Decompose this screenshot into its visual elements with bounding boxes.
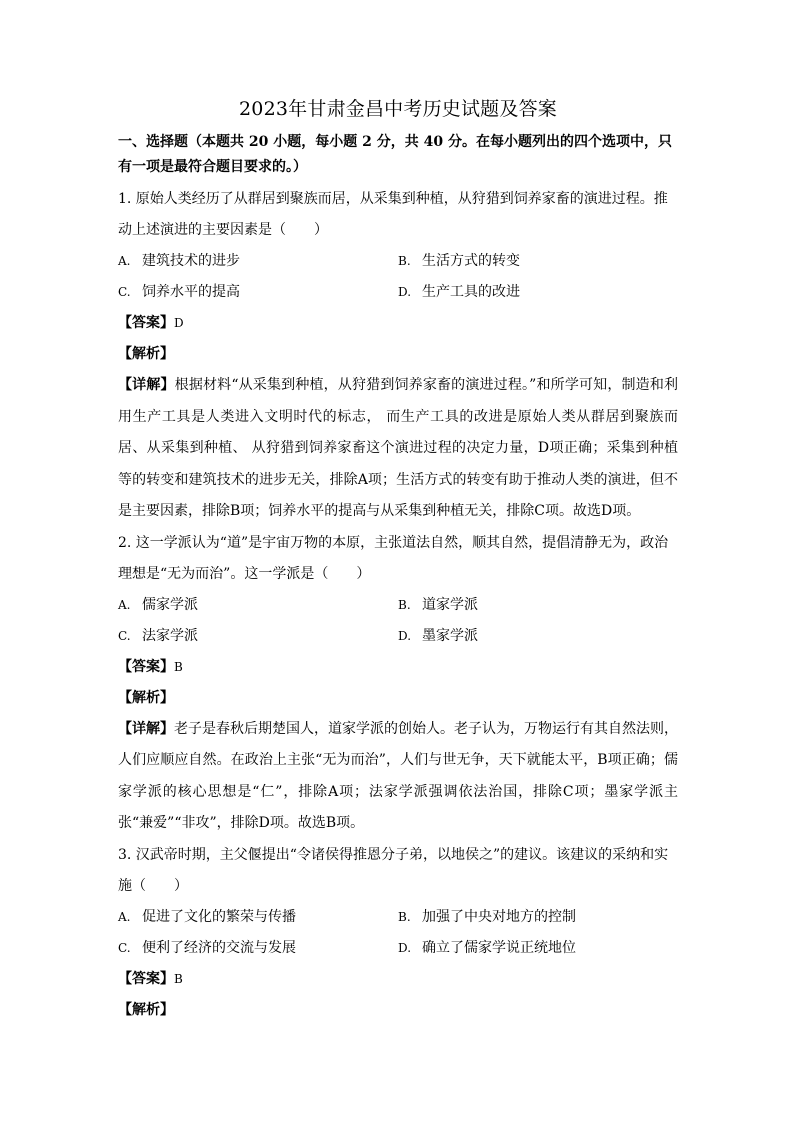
analysis-label: 【解析】	[118, 689, 174, 706]
option-text: 墨家学派	[422, 627, 478, 644]
option-b	[398, 246, 678, 277]
detail-label: 【详解】	[118, 377, 175, 393]
detail-text: 老子是春秋后期楚国人，道家学派的创始人。老子认为，万物运行有其自然法则，人们应顺应自然。在政治上主张“无为而治”，人们与世无争，天下就能太平，B项正确；儒家学派的核心思想是“仁”，排除A项；法家学派强调依法治国，排除C项；墨家学派主张“兼爱”“非攻”，排除D项。故选B项。	[118, 720, 678, 831]
option-letter: B.	[398, 909, 411, 924]
answer-line	[118, 652, 678, 683]
option-d	[398, 277, 678, 308]
option-text: 道家学派	[422, 596, 478, 613]
option-letter: D.	[398, 285, 412, 299]
analysis-label: 【解析】	[118, 1001, 174, 1018]
answer-label: 【答案】	[118, 970, 174, 987]
detail-label: 【详解】	[118, 720, 174, 737]
option-text: 加强了中央对地方的控制	[422, 908, 576, 925]
option-letter: C.	[118, 285, 131, 299]
option-text: 生产工具的改进	[422, 284, 520, 300]
option-letter: A.	[118, 909, 131, 924]
option-a	[118, 902, 398, 933]
option-row	[118, 621, 678, 652]
detail-paragraph	[118, 370, 678, 528]
option-letter: B.	[398, 597, 411, 612]
option-letter: D.	[398, 940, 412, 955]
answer-line	[118, 964, 678, 995]
question-3	[118, 840, 678, 1026]
option-c	[118, 277, 398, 308]
question-1	[118, 184, 678, 528]
analysis-line	[118, 995, 678, 1026]
option-letter: C.	[118, 628, 131, 643]
document-title: 2023年甘肃金昌中考历史试题及答案	[239, 98, 557, 120]
option-c	[118, 933, 398, 964]
answer-value: B	[174, 659, 183, 674]
option-c	[118, 621, 398, 652]
option-b	[398, 902, 678, 933]
option-letter: B.	[398, 254, 411, 268]
detail-paragraph	[118, 714, 678, 840]
option-letter: A.	[118, 254, 131, 268]
answer-label: 【答案】	[118, 658, 174, 675]
option-text: 建筑技术的进步	[142, 253, 240, 269]
answer-value: B	[174, 971, 183, 986]
analysis-line	[118, 339, 678, 370]
option-text: 生活方式的转变	[422, 253, 520, 269]
option-a	[118, 590, 398, 621]
option-d	[398, 933, 678, 964]
option-text: 便利了经济的交流与发展	[142, 939, 296, 956]
option-text: 法家学派	[142, 627, 198, 644]
analysis-line	[118, 683, 678, 714]
option-row	[118, 246, 678, 277]
option-text: 确立了儒家学说正统地位	[422, 939, 576, 956]
option-row	[118, 902, 678, 933]
option-letter: A.	[118, 597, 131, 612]
question-stem: 1. 原始人类经历了从群居到聚族而居，从采集到种植，从狩猎到饲养家畜的演进过程。推动上述演进的主要因素是（ ）	[118, 191, 668, 238]
option-text: 饲养水平的提高	[142, 284, 240, 300]
detail-text: 根据材料“从采集到种植，从狩猎到饲养家畜的演进过程。”和所学可知，制造和利用生产工具是人类进入文明时代的标志， 而生产工具的改进是原始人类从群居到聚族而居、从采集到种植、 从狩猎到饲养家畜这个演进过程的决定力量，D项正确；采集到种植等的转变和建筑技术的进步无关，排除A项；生活方式的转变有助于推动人类的演进，但不是主要因素，排除B项；饲养水平的提高与从采集到种植无关，排除C项。故选D项。	[118, 377, 679, 519]
answer-value: D	[174, 316, 184, 330]
answer-line	[118, 308, 678, 339]
option-row	[118, 590, 678, 621]
document-page	[118, 96, 678, 1026]
option-a	[118, 246, 398, 277]
question-stem: 2. 这一学派认为“道”是宇宙万物的本原，主张道法自然，顺其自然，提倡清静无为，政治理想是“无为而治”。这一学派是（ ）	[118, 534, 669, 582]
option-letter: D.	[398, 628, 412, 643]
option-row	[118, 277, 678, 308]
option-d	[398, 621, 678, 652]
option-letter: C.	[118, 940, 131, 955]
option-b	[398, 590, 678, 621]
option-text: 儒家学派	[142, 596, 198, 613]
section-heading: 一、选择题（本题共 20 小题，每小题 2 分，共 40 分。在每小题列出的四个选项中，只有一项是最符合题目要求的。）	[118, 134, 672, 175]
question-stem: 3. 汉武帝时期，主父偃提出“令诸侯得推恩分子弟，以地侯之”的建议。该建议的采纳和实施（ ）	[118, 846, 669, 894]
analysis-label: 【解析】	[118, 346, 174, 362]
option-text: 促进了文化的繁荣与传播	[142, 908, 296, 925]
question-2	[118, 528, 678, 840]
answer-label: 【答案】	[118, 315, 174, 331]
option-row	[118, 933, 678, 964]
